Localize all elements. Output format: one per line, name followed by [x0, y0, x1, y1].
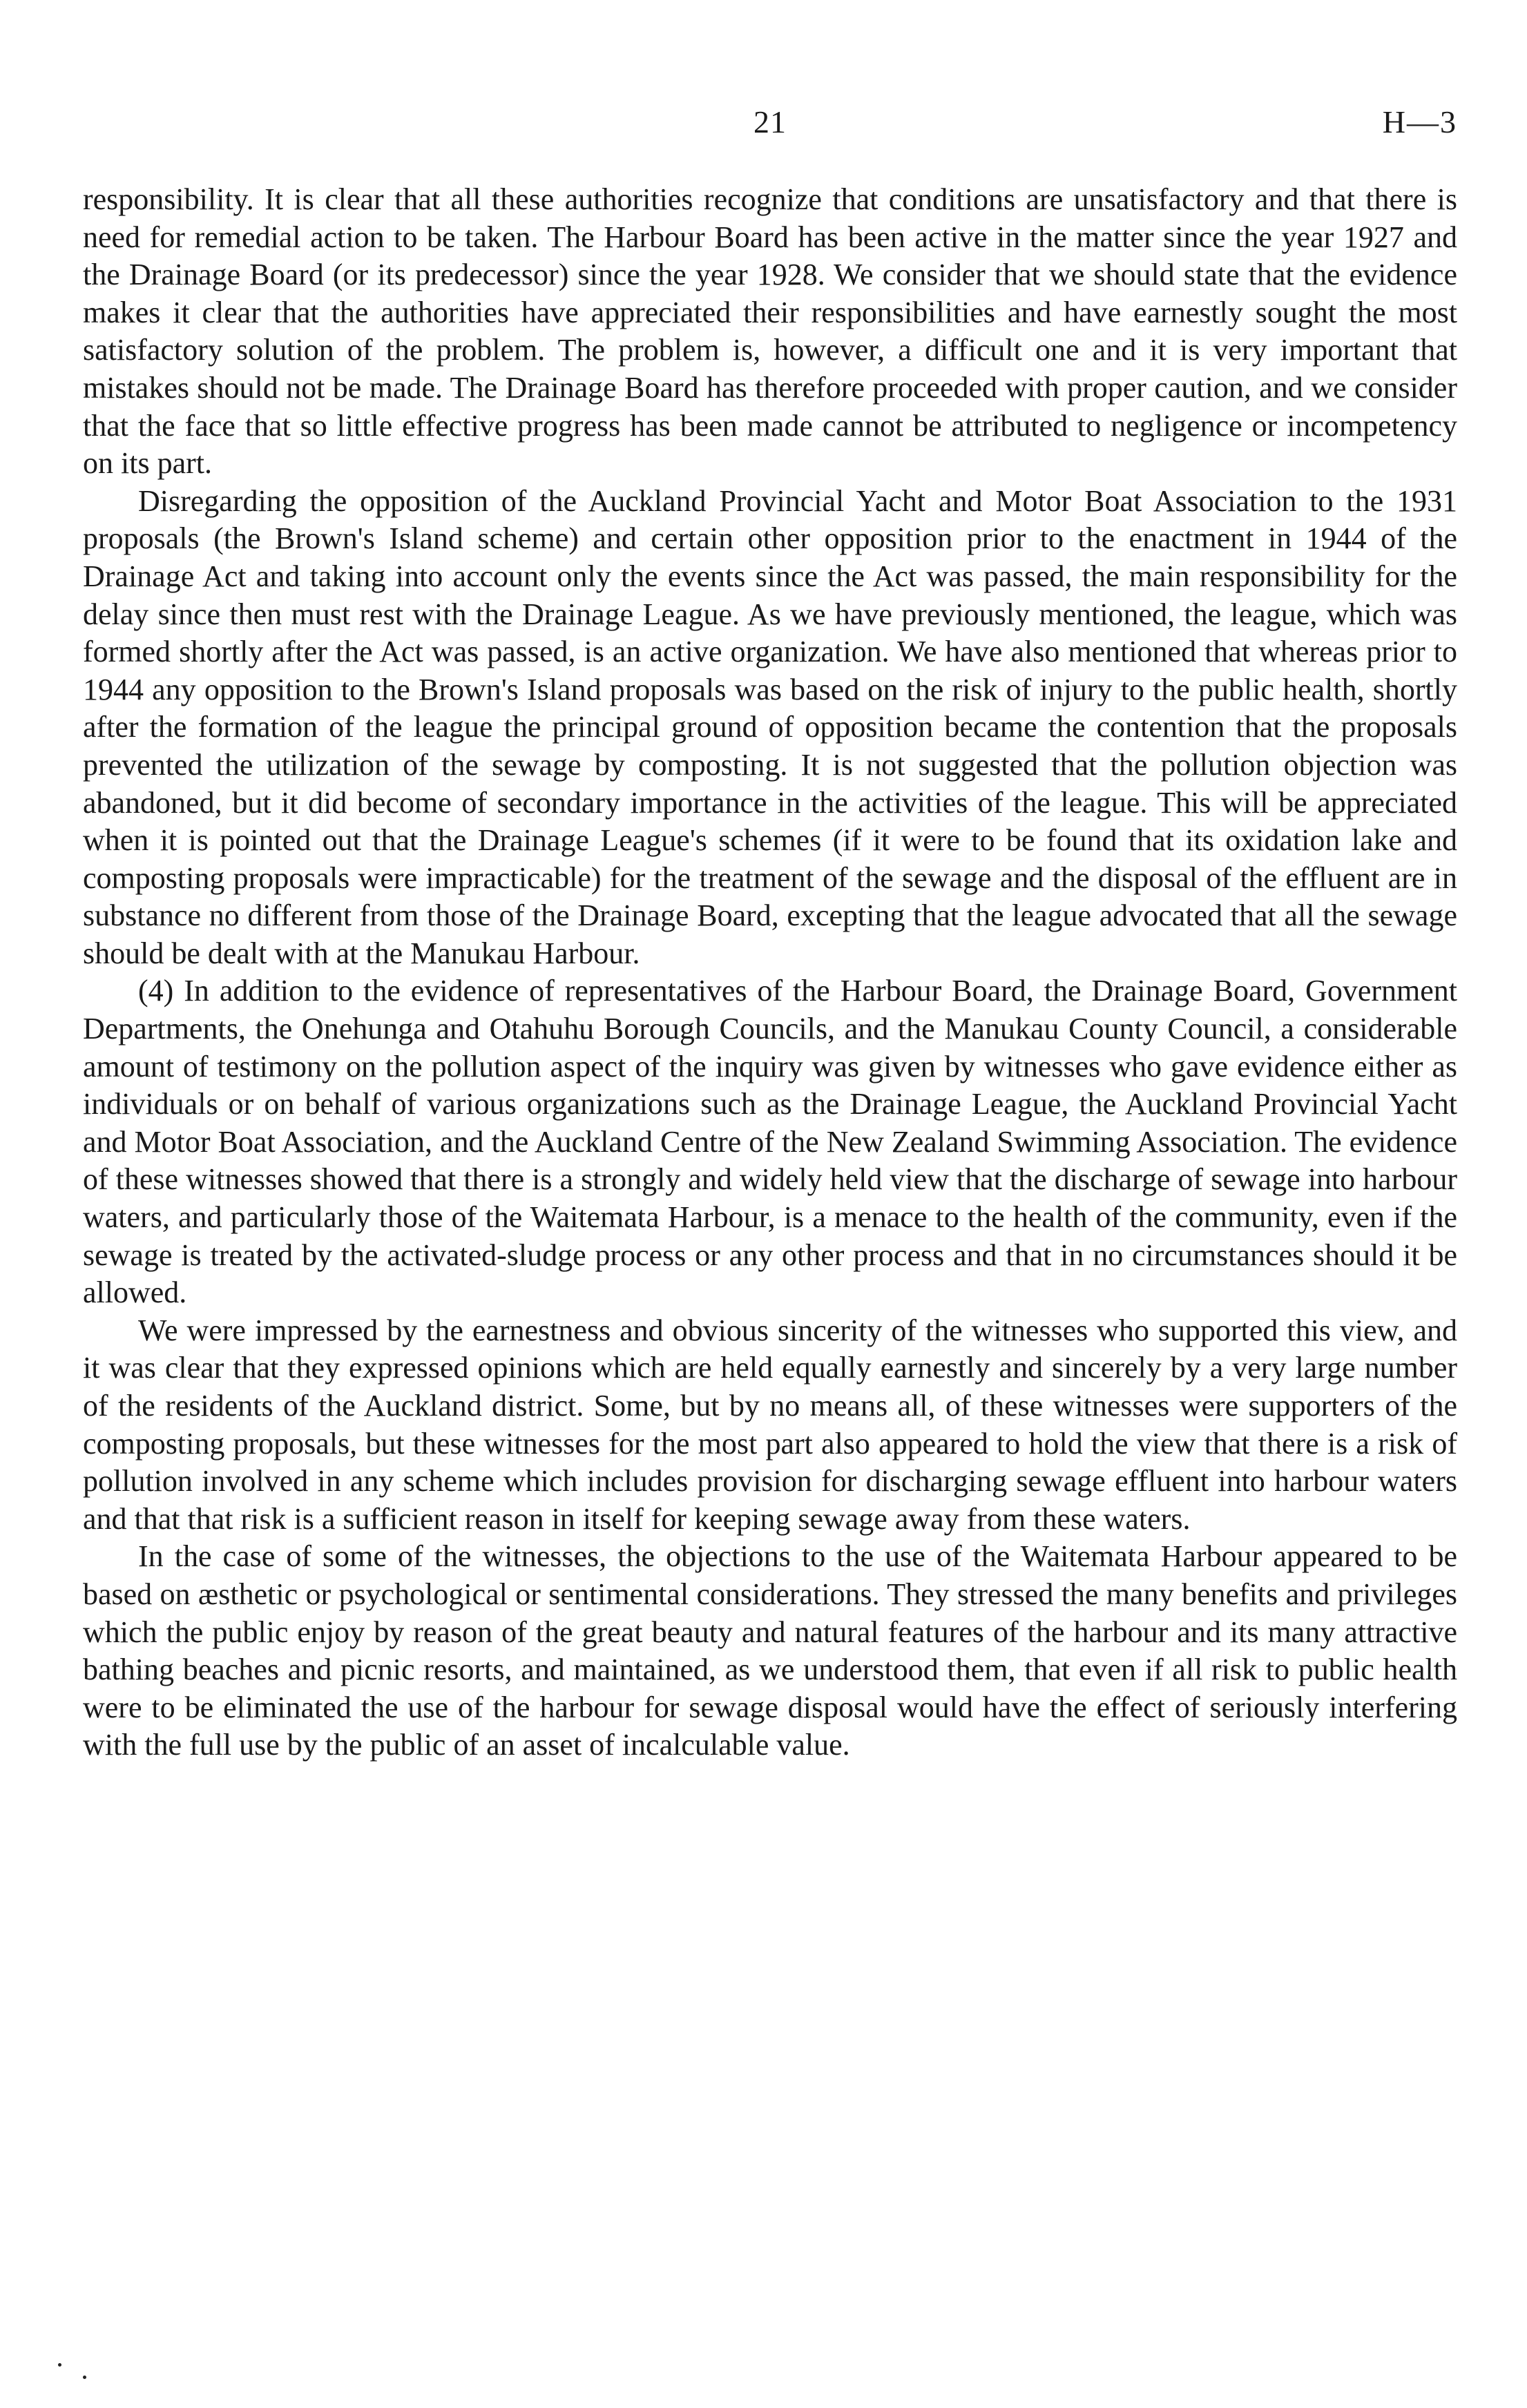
paragraph-drainage-league: Disregarding the opposition of the Auckland Provincial Yacht and Motor Boat Association to the 1931 proposals (the Brown's Island scheme) and certain other opposition prior to the enactment in 1944 of the Drainage Act and taking into account only the events since the Act was passed, the main responsibility for the delay since then must rest with the Drainage League. As we have previously mentioned, the league, which was formed shortly after the Act was passed, is an active organization. We have also mentioned that whereas prior to 1944 any opposition to the Brown's Island proposals was based on the risk of injury to the public health, shortly after the formation of the league the principal ground of opposition became the contention that the proposals prevented the utilization of the sewage by composting. It is not suggested that the pollution objection was abandoned, but it did become of secondary importance in the activities of the league. This will be appreciated when it is pointed out that the Drainage League's schemes (if it were to be found that its oxidation lake and composting proposals were impracticable) for the treatment of the sewage and the disposal of the effluent are in substance no different from those of the Drainage Board, excepting that the league advocated that all the sewage should be dealt with at the Manukau Harbour. — [83, 483, 1457, 970]
paragraph-continued: responsibility. It is clear that all these authorities recognize that conditions are unsatisfactory and that there is need for remedial action to be taken. The Harbour Board has been active in the matter since the year 1927 and the Drainage Board (or its predecessor) since the year 1928. We consider that we should state that the evidence makes it clear that the authorities have appreciated their responsibilities and have earnestly sought the most satisfactory solution of the problem. The problem is, however, a difficult one and it is very important that mistakes should not be made. The Drainage Board has therefore proceeded with proper caution, and we consider that the face that so little effective progress has been made cannot be attributed to negligence or incompetency on its part. — [83, 182, 1457, 481]
scan-specks — [55, 2362, 111, 2382]
series-reference: H—3 — [1382, 104, 1457, 139]
paragraph-sincerity: We were impressed by the earnestness and obvious sincerity of the witnesses who supported this view, and it was clear that they expressed opinions which are held equally earnestly and sincerely by a very large number of the residents of the Auckland district. Some, but by no means all, of these witnesses were supporters of the composting proposals, but these witnesses for the most part also appeared to hold the view that there is a risk of pollution involved in any scheme which includes provision for discharging sewage effluent into harbour waters and that that risk is a sufficient reason in itself for keeping sewage away from these waters. — [83, 1313, 1457, 1536]
paragraph-aesthetic-objections: In the case of some of the witnesses, the objections to the use of the Waitemata Harbour appeared to be based on æsthetic or psychological or sentimental considerations. They stressed the many benefits and privileges which the public enjoy by reason of the great beauty and natural features of the harbour and its many attractive bathing beaches and picnic resorts, and maintained, as we understood them, that even if all risk to public health were to be eliminated the use of the harbour for sewage disposal would have the effect of seriously interfering with the full use by the public of an asset of incalculable value. — [83, 1539, 1457, 1762]
paragraph-evidence-witnesses: (4) In addition to the evidence of representatives of the Harbour Board, the Drainage Board, Government Departments, the Onehunga and Otahuhu Borough Councils, and the Manukau County Council, a considerable amount of testimony on the pollution aspect of the inquiry was given by witnesses who gave evidence either as individuals or on behalf of various organizations such as the Drainage League, the Auckland Provincial Yacht and Motor Boat Association, and the Auckland Centre of the New Zealand Swimming Association. The evidence of these witnesses showed that there is a strongly and widely held view that the discharge of sewage into harbour waters, and particularly those of the Waitemata Harbour, is a menace to the health of the community, even if the sewage is treated by the activated-sludge process or any other process and that in no circumstances should it be allowed. — [83, 974, 1457, 1310]
page-header — [83, 104, 1457, 152]
scan-speck — [83, 2376, 86, 2379]
scan-speck — [58, 2363, 61, 2367]
document-body — [83, 181, 1457, 1764]
page-number: 21 — [753, 104, 787, 139]
